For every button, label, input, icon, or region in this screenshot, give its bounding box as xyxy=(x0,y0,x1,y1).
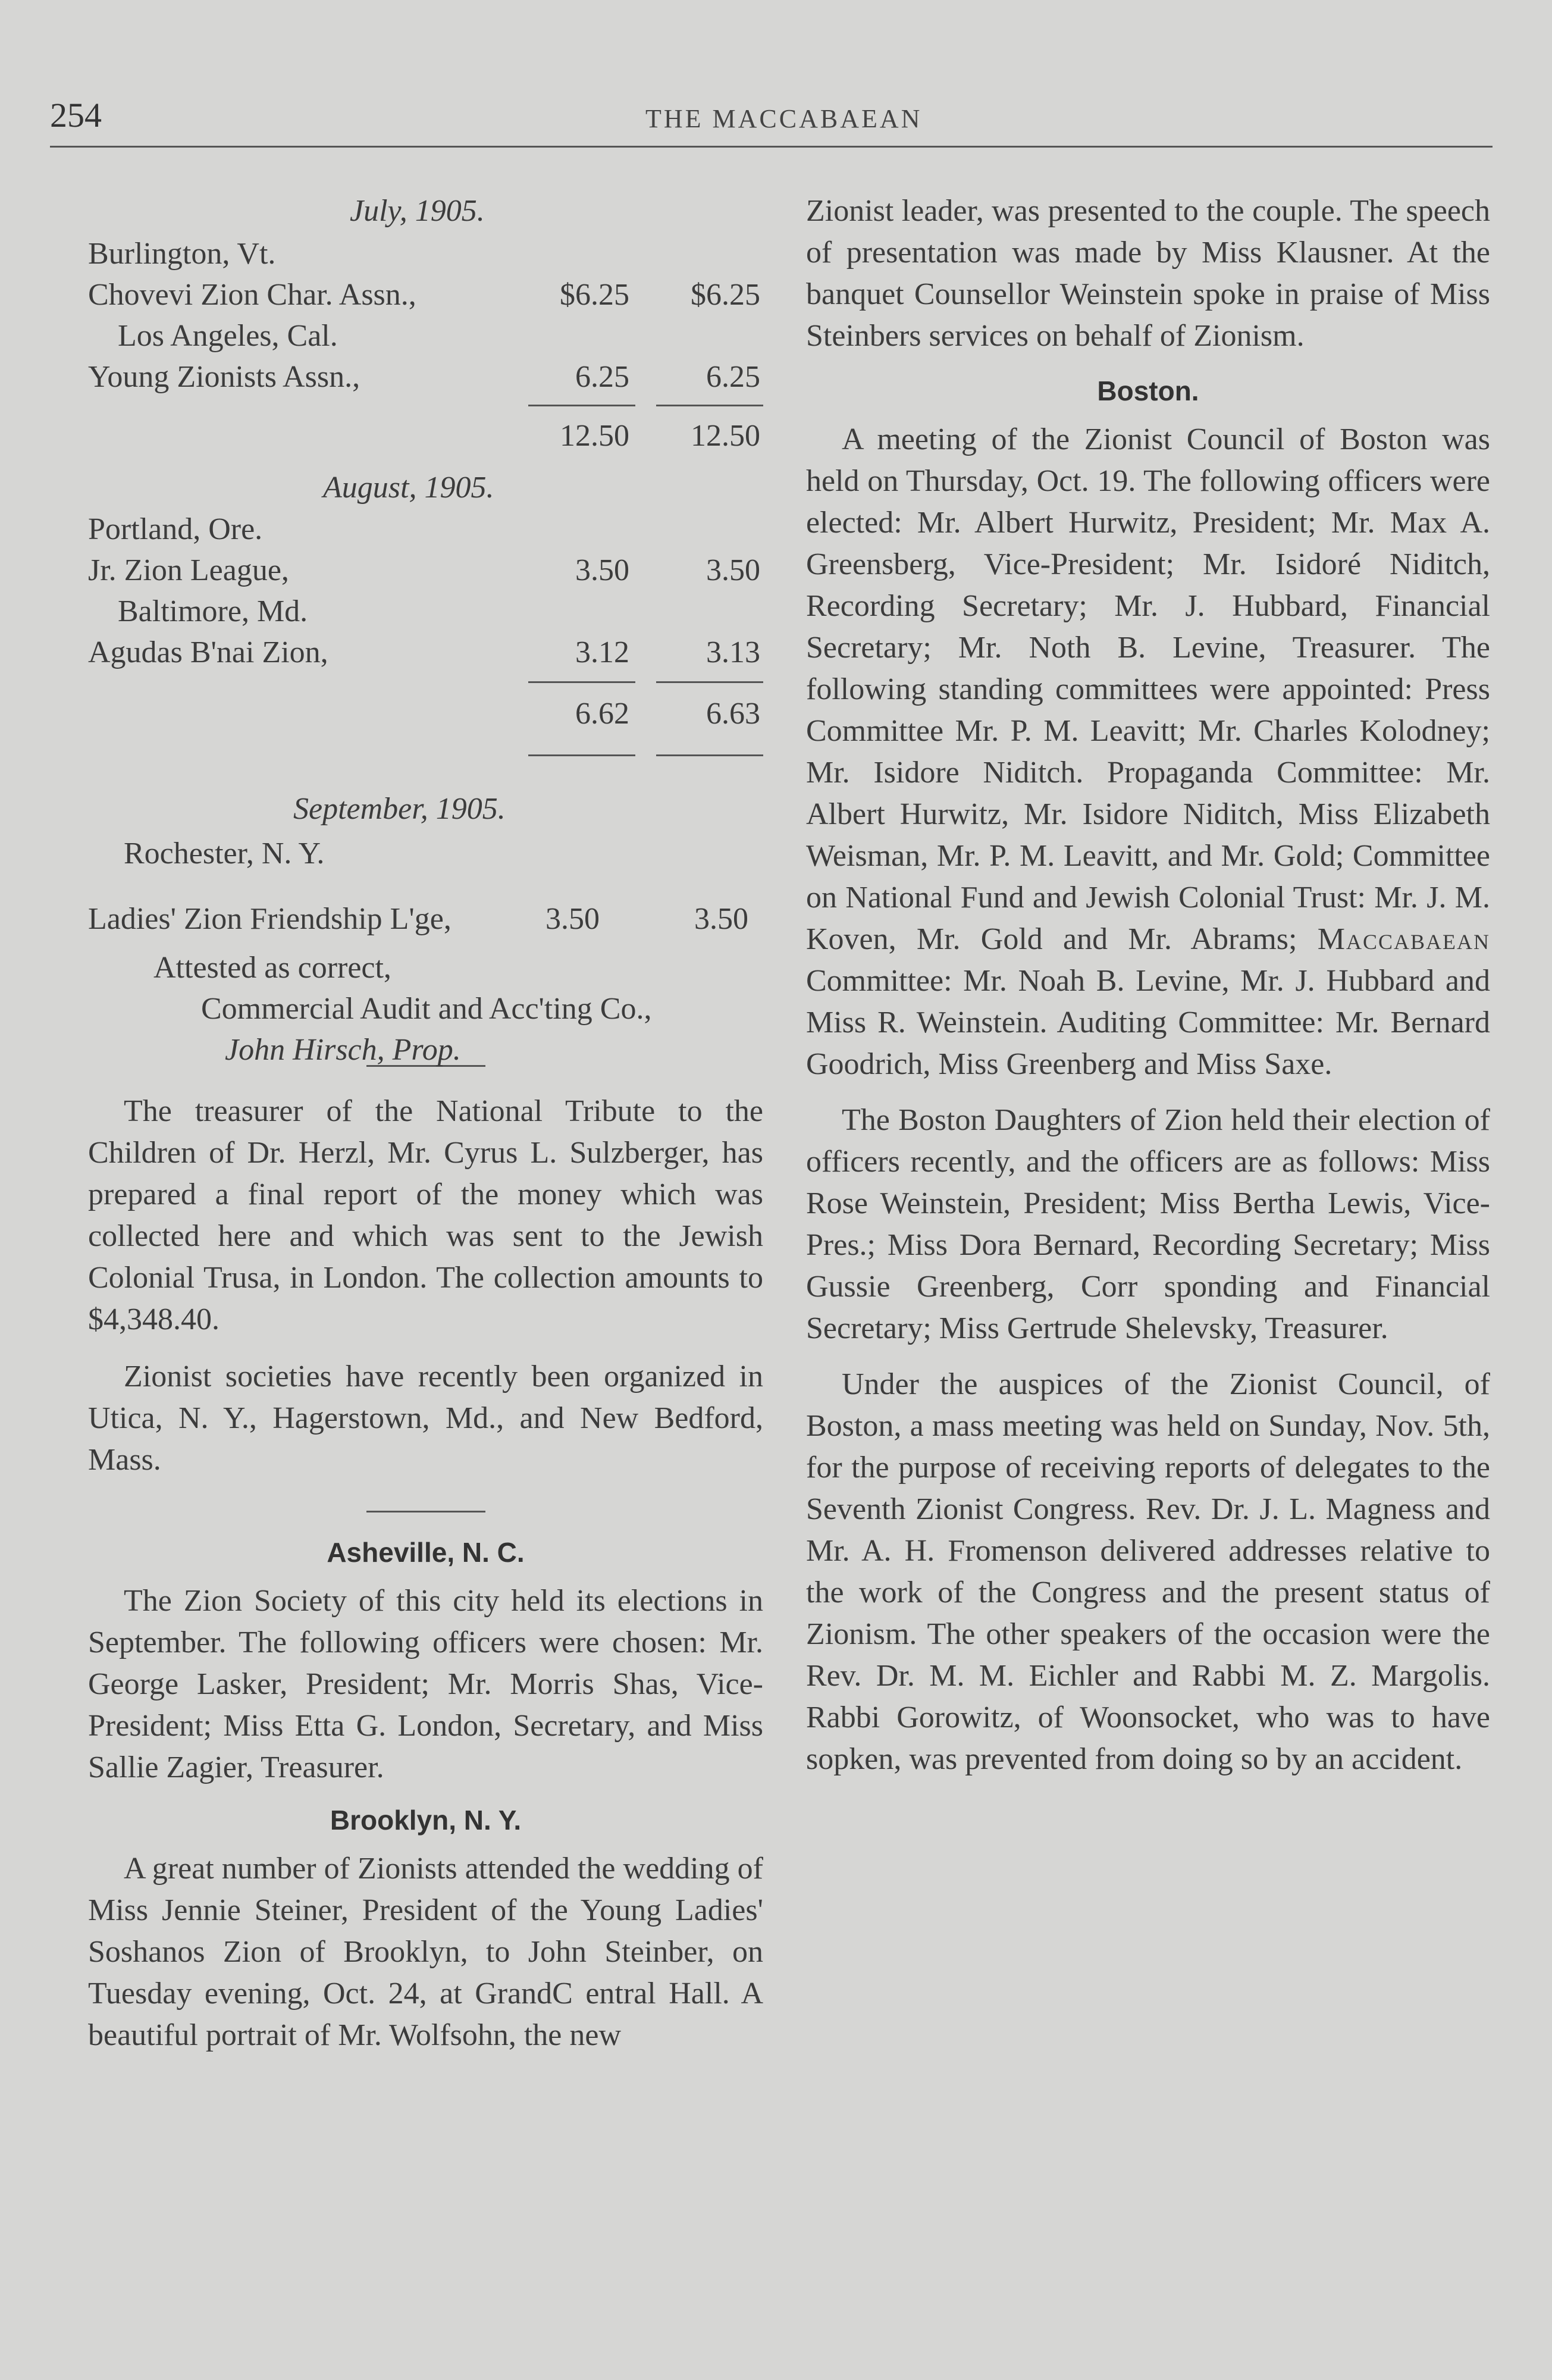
societies-paragraph: Zionist societies have recently been organized in Utica, N. Y., Hagerstown, Md., and New Bedford, Mass. xyxy=(88,1360,763,1477)
sum-rule xyxy=(528,405,635,406)
sum-rule xyxy=(656,405,763,406)
section-heading-boston: Boston. xyxy=(1097,375,1199,406)
boston-council-paragraph: A meeting of the Zionist Council of Boston was held on Thursday, Oct. 19. The following officers were elected: Mr. Albert Hurwitz, President; Mr. Max A. Greensberg, Vice-President; Mr. Isidoré Niditch, Recording Secretary; Mr. J. Hubbard, Financial Secretary; Mr. Noth B. Levine, Treasurer. The following standing committees were appointed: Press Committee Mr. P. M. Leavitt; Mr. Charles Kolodney; Mr. Isidore Niditch. Propaganda Committee: Mr. Albert Hurwitz, Mr. Isidore Niditch, Miss Elizabeth Weisman, Mr. P. M. Leavitt, and Mr. Gold; Committee on National Fund and Jewish Colonial Trust: Mr. J. M. Koven, Mr. Gold and Mr. Abrams; Maccabaean Committee: Mr. Noah B. Levine, Mr. J. Hubbard and Miss R. Weinstein. Auditing Committee: Mr. Bernard Goodrich, Miss Greenberg and Miss Saxe. xyxy=(806,422,1490,1081)
attestation xyxy=(88,947,763,1070)
header-rule xyxy=(50,146,1493,148)
ledger-row: Young Zionists Assn., 6.25 6.25 xyxy=(88,360,760,394)
left-column xyxy=(88,190,763,2072)
brooklyn-continuation: Zionist leader, was presented to the couple. The speech of presentation was made by Miss Klausner. At the banquet Counsellor Weinstein spoke in praise of Miss Steinbers services on behalf of Zionism. xyxy=(806,194,1490,353)
brooklyn-paragraph: A great number of Zionists attended the wedding of Miss Jennie Steiner, President of the Young Ladies' Soshanos Zion of Brooklyn, to John Steinber, on Tuesday evening, Oct. 24, at GrandC entral Hall. A beautiful portrait of Mr. Wolfsohn, the new xyxy=(88,1852,763,2052)
attest-signature: John Hirsch, Prop. xyxy=(225,1033,461,1067)
ledger-row: Burlington, Vt. xyxy=(88,237,276,271)
sum-rule xyxy=(528,681,635,683)
sum-rule xyxy=(528,754,635,756)
attest-line: Commercial Audit and Acc'ting Co., xyxy=(201,992,652,1026)
mass-meeting-paragraph: Under the auspices of the Zionist Council, of Boston, a mass meeting was held on Sunday, Nov. 5th, for the purpose of receiving reports of delegates to the Seventh Zionist Congress. Rev. Dr. J. L. Magness and Mr. A. H. Fromenson delivered addresses relative to the work of the Congress and the present status of Zionism. The other speakers of the occasion were the Rev. Dr. M. M. Eichler and Rabbi M. Z. Margolis. Rabbi Gorowitz, of Woonsocket, who was to have sopken, was prevented from doing so by an accident. xyxy=(806,1367,1490,1776)
sum-rule xyxy=(656,754,763,756)
ledger-row: Baltimore, Md. xyxy=(118,594,308,628)
page-number: 254 xyxy=(50,96,102,134)
ledger-total: 6.62 6.63 xyxy=(575,697,760,731)
attest-line: Attested as correct, xyxy=(153,951,391,985)
ledger-row: Jr. Zion League, 3.50 3.50 xyxy=(88,553,760,587)
ledger-row: Agudas B'nai Zion, 3.12 3.13 xyxy=(88,635,760,669)
ledger-total: 12.50 12.50 xyxy=(560,419,760,453)
section-divider xyxy=(366,1511,485,1512)
ledger-row: Portland, Ore. xyxy=(88,512,263,546)
ledger-row: Ladies' Zion Friendship L'ge, 3.50 3.50 xyxy=(88,902,748,936)
right-column xyxy=(806,190,1490,1795)
month-heading-september: September, 1905. xyxy=(293,792,506,826)
month-heading-august: August, 1905. xyxy=(323,471,494,505)
running-title: THE MACCABAEAN xyxy=(645,104,923,133)
sum-rule xyxy=(656,681,763,683)
section-heading-brooklyn: Brooklyn, N. Y. xyxy=(330,1805,522,1836)
contribution-ledger xyxy=(88,190,763,1067)
month-heading-july: July, 1905. xyxy=(350,194,485,228)
section-heading-asheville: Asheville, N. C. xyxy=(327,1537,525,1568)
ledger-row: Los Angeles, Cal. xyxy=(118,319,338,353)
daughters-of-zion-paragraph: The Boston Daughters of Zion held their election of officers recently, and the officers are as follows: Miss Rose Weinstein, President; Miss Bertha Lewis, Vice-Pres.; Miss Dora Bernard, Recording Secretary; Miss Gussie Greenberg, Corr sponding and Financial Secretary; Miss Gertrude Shelevsky, Treasurer. xyxy=(806,1103,1490,1345)
tribute-paragraph: The treasurer of the National Tribute to the Children of Dr. Herzl, Mr. Cyrus L. Sulzberger, has prepared a final report of the money which was collected here and which was sent to the Jewish Colonial Trusa, in London. The collection amounts to $4,348.40. xyxy=(88,1094,763,1336)
ledger-row: Rochester, N. Y. xyxy=(124,837,325,870)
asheville-paragraph: The Zion Society of this city held its elections in September. The following officers were chosen: Mr. George Lasker, President; Mr. Morris Shas, Vice-President; Miss Etta G. London, Secretary, and Miss Sallie Zagier, Treasurer. xyxy=(88,1584,763,1784)
ledger-row: Chovevi Zion Char. Assn., $6.25 $6.25 xyxy=(88,278,760,312)
